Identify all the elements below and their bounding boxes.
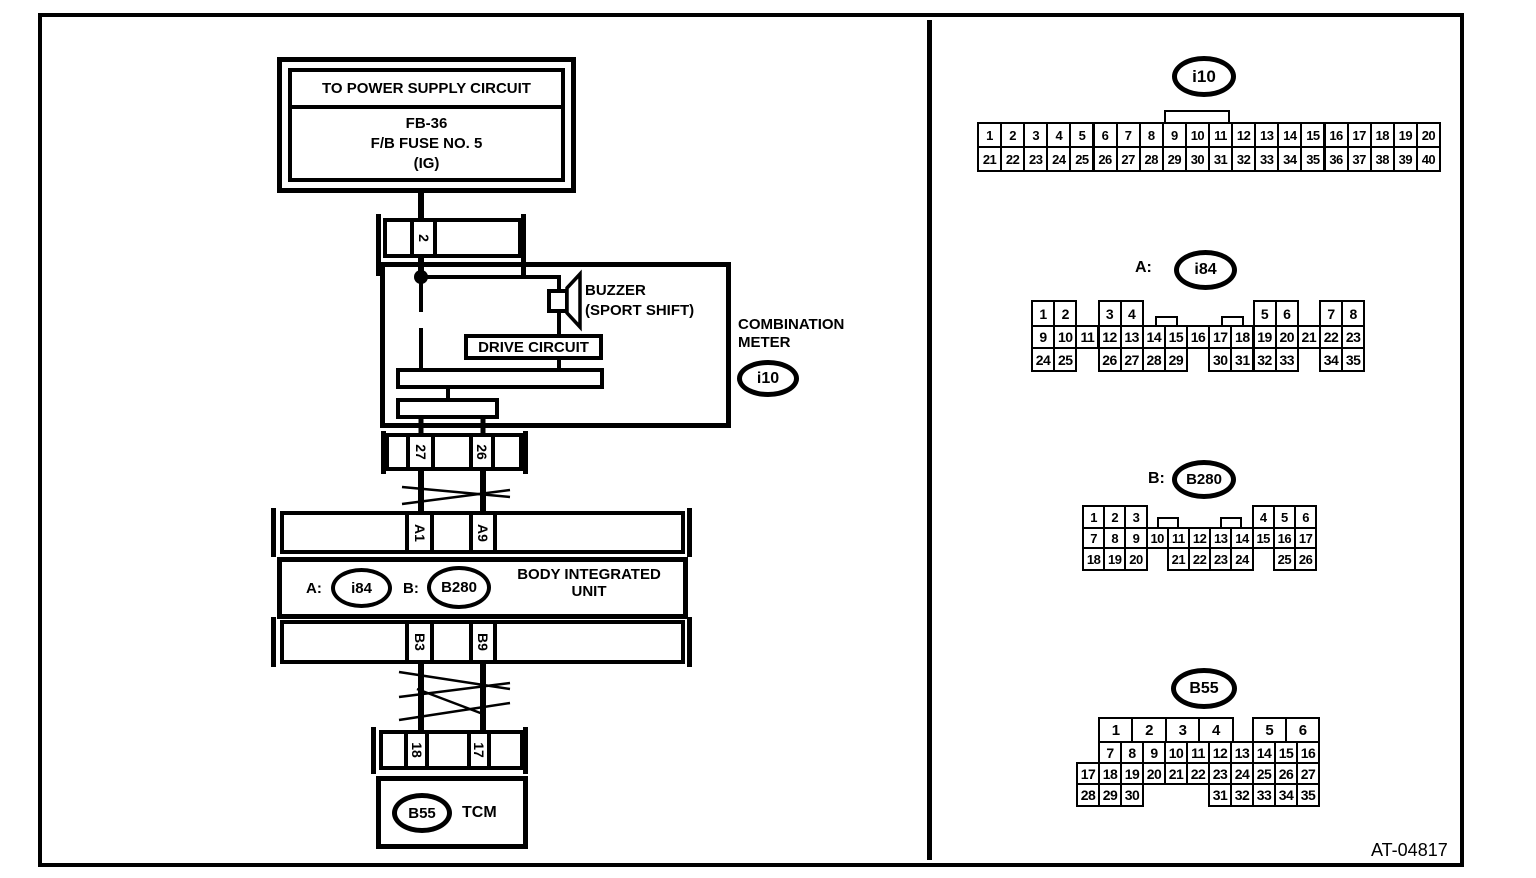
pin-cell-b55-1: 1 bbox=[1098, 717, 1133, 743]
pin-cell-b280-5: 5 bbox=[1273, 505, 1296, 529]
pin-cell-i10-20: 20 bbox=[1416, 122, 1441, 148]
pin-cell-i10-1: 1 bbox=[977, 122, 1002, 148]
pin-cell-i10-21: 21 bbox=[977, 146, 1002, 172]
pin-cell-i84-26: 26 bbox=[1098, 347, 1122, 372]
pin-cell-i84-16: 16 bbox=[1186, 325, 1210, 349]
pin-cell-i84-18: 18 bbox=[1230, 325, 1254, 349]
pin-cell-i10-4: 4 bbox=[1046, 122, 1071, 148]
pin-cell-b280-17: 17 bbox=[1294, 527, 1317, 549]
pin-cell-i84-7: 7 bbox=[1319, 300, 1343, 327]
biu-connector-a-prefix: A: bbox=[306, 580, 322, 597]
connector-view-i10-oval: i10 bbox=[1172, 56, 1236, 97]
pin-cell-b55-22: 22 bbox=[1186, 762, 1210, 785]
biu-connector-a-oval: i84 bbox=[331, 568, 392, 608]
meter-connector-oval: i10 bbox=[737, 360, 799, 397]
diagram-ref-code: AT-04817 bbox=[1371, 840, 1448, 860]
pin-cell-b280-13: 13 bbox=[1209, 527, 1232, 549]
pin-cell-meter-26: 26 bbox=[469, 433, 495, 471]
connector-view-b280-prefix: B: bbox=[1148, 470, 1165, 487]
pin-cell-i10-34: 34 bbox=[1277, 146, 1302, 172]
pin-cell-b55-6: 6 bbox=[1285, 717, 1320, 743]
pin-cell-biu-A9: A9 bbox=[469, 511, 497, 554]
pin-cell-b55-34: 34 bbox=[1274, 783, 1298, 807]
pin-cell-b55-3: 3 bbox=[1165, 717, 1200, 743]
pin-cell-b280-1: 1 bbox=[1082, 505, 1105, 529]
pin-cell-i10-5: 5 bbox=[1069, 122, 1094, 148]
pin-cell-b280-16: 16 bbox=[1273, 527, 1296, 549]
pin-cell-i84-23: 23 bbox=[1341, 325, 1365, 349]
pin-cell-i10-32: 32 bbox=[1231, 146, 1256, 172]
connector-view-b280-oval: B280 bbox=[1172, 460, 1236, 499]
pin-cell-b280-9: 9 bbox=[1124, 527, 1147, 549]
pin-cell-b280-14: 14 bbox=[1230, 527, 1253, 549]
pin-cell-b55-31: 31 bbox=[1208, 783, 1232, 807]
panel-divider bbox=[927, 20, 932, 860]
pin-cell-b55-16: 16 bbox=[1296, 741, 1320, 764]
biu-connector-b-prefix: B: bbox=[403, 580, 419, 597]
pin-cell-i84-2: 2 bbox=[1053, 300, 1077, 327]
pin-cell-i10-18: 18 bbox=[1370, 122, 1395, 148]
pin-cell-i10-25: 25 bbox=[1069, 146, 1094, 172]
pin-cell-i84-31: 31 bbox=[1230, 347, 1254, 372]
pin-cell-biu-B9: B9 bbox=[469, 620, 497, 664]
pin-cell-i10-13: 13 bbox=[1254, 122, 1279, 148]
pin-cell-i10-24: 24 bbox=[1046, 146, 1071, 172]
pin-cell-i84-34: 34 bbox=[1319, 347, 1343, 372]
pin-cell-biu-A1: A1 bbox=[405, 511, 434, 554]
pin-cell-b55-28: 28 bbox=[1076, 783, 1100, 807]
pin-cell-i84-9: 9 bbox=[1031, 325, 1055, 349]
pin-cell-i84-10: 10 bbox=[1053, 325, 1077, 349]
pin-cell-b55-10: 10 bbox=[1164, 741, 1188, 764]
buzzer-label-line2: (SPORT SHIFT) bbox=[585, 302, 695, 319]
pin-cell-b55-33: 33 bbox=[1252, 783, 1276, 807]
pin-cell-b55-5: 5 bbox=[1252, 717, 1287, 743]
pin-cell-i10-3: 3 bbox=[1023, 122, 1048, 148]
pin-cell-b55-23: 23 bbox=[1208, 762, 1232, 785]
fuse-line-3: (IG) bbox=[413, 154, 440, 172]
pin-cell-b280-23: 23 bbox=[1209, 547, 1232, 571]
pin-cell-i84-20: 20 bbox=[1275, 325, 1299, 349]
pin-cell-b55-21: 21 bbox=[1164, 762, 1188, 785]
pin-cell-tcm-18: 18 bbox=[404, 730, 429, 770]
pin-cell-i84-4: 4 bbox=[1120, 300, 1144, 327]
biu-connector-b-oval: B280 bbox=[427, 566, 491, 609]
pin-cell-i10-10: 10 bbox=[1185, 122, 1210, 148]
pin-cell-b280-7: 7 bbox=[1082, 527, 1105, 549]
connector-view-i84-oval: i84 bbox=[1174, 250, 1237, 290]
pin-cell-b55-35: 35 bbox=[1296, 783, 1320, 807]
pin-cell-b280-19: 19 bbox=[1103, 547, 1126, 571]
pin-cell-i84-21: 21 bbox=[1297, 325, 1321, 349]
pin-cell-i84-1: 1 bbox=[1031, 300, 1055, 327]
pin-cell-meter-27: 27 bbox=[406, 433, 435, 471]
pin-cell-i84-8: 8 bbox=[1341, 300, 1365, 327]
biu-label: BODY INTEGRATED UNIT bbox=[517, 566, 661, 600]
pin-cell-i84-17: 17 bbox=[1208, 325, 1232, 349]
pin-cell-b280-15: 15 bbox=[1252, 527, 1275, 549]
pin-cell-i10-2: 2 bbox=[1000, 122, 1025, 148]
pin-cell-b280-21: 21 bbox=[1167, 547, 1190, 571]
fuse-line-2: F/B FUSE NO. 5 bbox=[370, 134, 483, 152]
pin-cell-b55-17: 17 bbox=[1076, 762, 1100, 785]
pin-cell-i10-37: 37 bbox=[1347, 146, 1372, 172]
pin-cell-b55-14: 14 bbox=[1252, 741, 1276, 764]
pin-cell-i84-13: 13 bbox=[1120, 325, 1144, 349]
pin-cell-i84-22: 22 bbox=[1319, 325, 1343, 349]
pin-cell-i84-29: 29 bbox=[1164, 347, 1188, 372]
pin-cell-i10-22: 22 bbox=[1000, 146, 1025, 172]
pin-cell-meter-2: 2 bbox=[410, 218, 437, 258]
pin-cell-b55-25: 25 bbox=[1252, 762, 1276, 785]
pin-cell-b280-26: 26 bbox=[1294, 547, 1317, 571]
pin-cell-b55-29: 29 bbox=[1098, 783, 1122, 807]
pin-cell-i84-19: 19 bbox=[1253, 325, 1277, 349]
pin-cell-b280-12: 12 bbox=[1188, 527, 1211, 549]
pin-cell-i84-11: 11 bbox=[1075, 325, 1099, 349]
pin-cell-b280-6: 6 bbox=[1294, 505, 1317, 529]
pin-cell-b55-15: 15 bbox=[1274, 741, 1298, 764]
combination-meter-label: COMBINATION METER bbox=[738, 316, 845, 351]
pin-cell-i84-35: 35 bbox=[1341, 347, 1365, 372]
pin-cell-b55-18: 18 bbox=[1098, 762, 1122, 785]
pin-cell-i10-8: 8 bbox=[1139, 122, 1164, 148]
pin-cell-i10-40: 40 bbox=[1416, 146, 1441, 172]
pin-cell-b280-11: 11 bbox=[1167, 527, 1190, 549]
pin-cell-i84-12: 12 bbox=[1098, 325, 1122, 349]
connector-view-i84-prefix: A: bbox=[1135, 259, 1152, 276]
pin-cell-b55-11: 11 bbox=[1186, 741, 1210, 764]
pin-cell-i10-33: 33 bbox=[1254, 146, 1279, 172]
pin-cell-b55-9: 9 bbox=[1142, 741, 1166, 764]
pin-cell-i84-5: 5 bbox=[1253, 300, 1277, 327]
pin-cell-i84-30: 30 bbox=[1208, 347, 1232, 372]
pin-cell-b55-19: 19 bbox=[1120, 762, 1144, 785]
pin-cell-i84-15: 15 bbox=[1164, 325, 1188, 349]
pin-cell-i84-32: 32 bbox=[1253, 347, 1277, 372]
pin-cell-i84-3: 3 bbox=[1098, 300, 1122, 327]
pin-cell-i84-25: 25 bbox=[1053, 347, 1077, 372]
pin-cell-b55-26: 26 bbox=[1274, 762, 1298, 785]
pin-cell-i84-24: 24 bbox=[1031, 347, 1055, 372]
pin-cell-b280-20: 20 bbox=[1124, 547, 1147, 571]
pin-cell-b55-24: 24 bbox=[1230, 762, 1254, 785]
power-supply-title: TO POWER SUPPLY CIRCUIT bbox=[292, 72, 561, 109]
pin-cell-i10-28: 28 bbox=[1139, 146, 1164, 172]
buzzer-label-line1: BUZZER bbox=[585, 282, 646, 299]
pin-cell-i10-39: 39 bbox=[1393, 146, 1418, 172]
pin-cell-i10-16: 16 bbox=[1324, 122, 1349, 148]
pin-cell-i10-12: 12 bbox=[1231, 122, 1256, 148]
pin-cell-b55-2: 2 bbox=[1131, 717, 1166, 743]
pin-cell-i10-29: 29 bbox=[1162, 146, 1187, 172]
pin-cell-i84-33: 33 bbox=[1275, 347, 1299, 372]
pin-cell-i10-6: 6 bbox=[1093, 122, 1118, 148]
pin-cell-i10-17: 17 bbox=[1347, 122, 1372, 148]
pin-cell-b280-25: 25 bbox=[1273, 547, 1296, 571]
pin-cell-b55-12: 12 bbox=[1208, 741, 1232, 764]
pin-cell-b280-18: 18 bbox=[1082, 547, 1105, 571]
pin-cell-b280-4: 4 bbox=[1252, 505, 1275, 529]
pin-cell-i10-27: 27 bbox=[1116, 146, 1141, 172]
pin-cell-i84-27: 27 bbox=[1120, 347, 1144, 372]
pin-cell-i10-26: 26 bbox=[1093, 146, 1118, 172]
pin-cell-tcm-17: 17 bbox=[467, 730, 491, 770]
pin-cell-b280-10: 10 bbox=[1146, 527, 1169, 549]
connector-view-b55-oval: B55 bbox=[1171, 668, 1237, 709]
pin-cell-i10-36: 36 bbox=[1324, 146, 1349, 172]
pin-cell-b55-20: 20 bbox=[1142, 762, 1166, 785]
pin-cell-i10-11: 11 bbox=[1208, 122, 1233, 148]
pin-cell-i10-38: 38 bbox=[1370, 146, 1395, 172]
fuse-line-1: FB-36 bbox=[405, 114, 448, 132]
pin-cell-b280-24: 24 bbox=[1230, 547, 1253, 571]
pin-cell-b280-3: 3 bbox=[1124, 505, 1147, 529]
pin-cell-i84-14: 14 bbox=[1142, 325, 1166, 349]
pin-cell-b55-13: 13 bbox=[1230, 741, 1254, 764]
pin-cell-b280-8: 8 bbox=[1103, 527, 1126, 549]
tcm-label: TCM bbox=[462, 804, 497, 821]
drive-circuit-box: DRIVE CIRCUIT bbox=[464, 334, 603, 360]
pin-cell-b55-8: 8 bbox=[1120, 741, 1144, 764]
pin-cell-b280-2: 2 bbox=[1103, 505, 1126, 529]
pin-cell-b280-22: 22 bbox=[1188, 547, 1211, 571]
pin-cell-b55-30: 30 bbox=[1120, 783, 1144, 807]
pin-cell-i10-7: 7 bbox=[1116, 122, 1141, 148]
pin-cell-i10-19: 19 bbox=[1393, 122, 1418, 148]
pin-cell-i10-30: 30 bbox=[1185, 146, 1210, 172]
pin-cell-b55-27: 27 bbox=[1296, 762, 1320, 785]
pin-cell-i10-9: 9 bbox=[1162, 122, 1187, 148]
pin-cell-i10-35: 35 bbox=[1300, 146, 1325, 172]
pin-cell-b55-32: 32 bbox=[1230, 783, 1254, 807]
tcm-connector-oval: B55 bbox=[392, 793, 452, 833]
pin-cell-i10-23: 23 bbox=[1023, 146, 1048, 172]
pin-cell-i10-31: 31 bbox=[1208, 146, 1233, 172]
pin-cell-i10-15: 15 bbox=[1300, 122, 1325, 148]
pin-cell-b55-7: 7 bbox=[1098, 741, 1122, 764]
pin-cell-biu-B3: B3 bbox=[405, 620, 434, 664]
pin-cell-i84-28: 28 bbox=[1142, 347, 1166, 372]
pin-cell-i10-14: 14 bbox=[1277, 122, 1302, 148]
pin-cell-i84-6: 6 bbox=[1275, 300, 1299, 327]
pin-cell-b55-4: 4 bbox=[1198, 717, 1233, 743]
